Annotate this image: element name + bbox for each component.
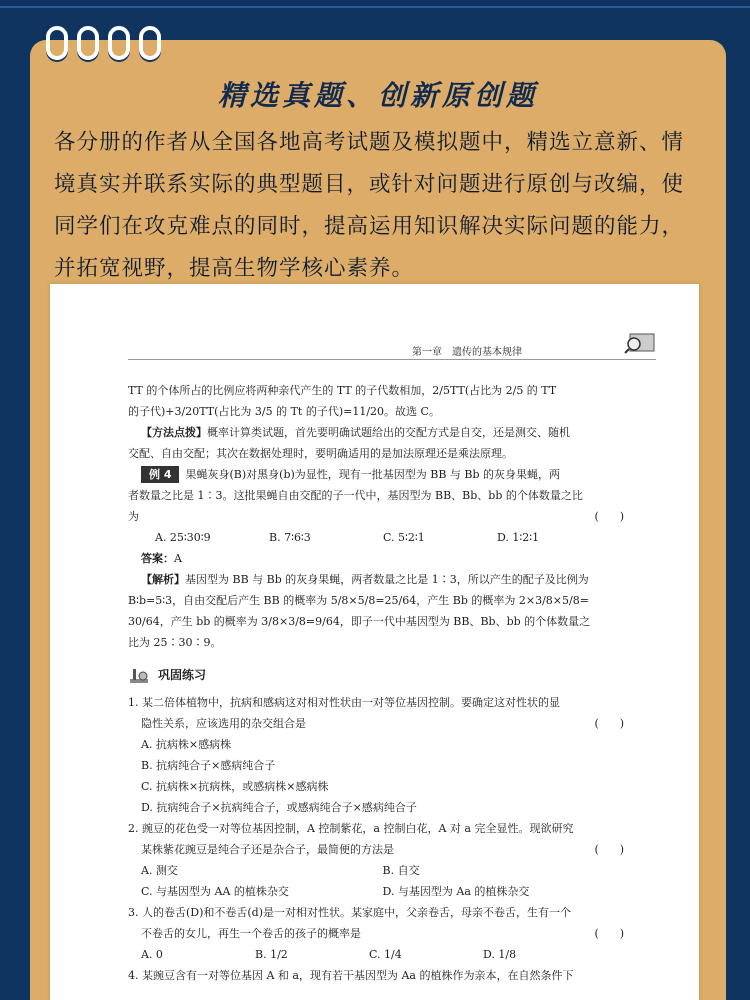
question-2: 2. 豌豆的花色受一对等位基因控制，A 控制紫花，a 控制白花，A 对 a 完全显性。现欲研究 bbox=[128, 822, 574, 835]
top-divider bbox=[0, 6, 750, 8]
ring bbox=[77, 26, 99, 60]
question-4: 4. 某豌豆含有一对等位基因 A 和 a，现有若干基因型为 Aa 的植株作为亲本，在自然条件下 bbox=[128, 969, 574, 982]
option: D. 抗病纯合子×抗病纯合子，或感病纯合子×感病纯合子 bbox=[141, 801, 417, 814]
chapter-title: 遗传的基本规律 bbox=[452, 346, 522, 358]
analysis-text: 30/64，产生 bb 的概率为 3/8×3/8=9/64，即子一代中基因型为 BB、Bb、bb 的个体数量之 bbox=[128, 615, 591, 628]
option: A. 0 bbox=[141, 948, 163, 961]
answer-blank: ( ) bbox=[594, 927, 624, 940]
continued-text: TT 的个体所占的比例应将两种亲代产生的 TT 的子代数相加，2/5TT(占比为 2/5 的 TT bbox=[128, 384, 557, 397]
example-last-line bbox=[128, 506, 624, 527]
tip-text: 概率计算类试题，首先要明确试题给出的交配方式是自交，还是测交、随机 bbox=[207, 426, 570, 439]
lab-equipment-icon bbox=[128, 667, 150, 685]
page-body bbox=[128, 380, 624, 986]
question-1-cont bbox=[128, 713, 624, 734]
option: B. 7∶6∶3 bbox=[269, 531, 311, 544]
option: C. 抗病株×抗病株，或感病株×感病株 bbox=[141, 780, 329, 793]
example-text: 者数量之比是 1∶3。这批果蝇自由交配的子一代中，基因型为 BB、Bb、bb 的个体数量之比 bbox=[128, 489, 583, 502]
answer-blank: ( ) bbox=[594, 843, 624, 856]
example-stem bbox=[128, 464, 624, 485]
option: B. 抗病纯合子×感病纯合子 bbox=[141, 759, 276, 772]
option: C. 与基因型为 AA 的植株杂交 bbox=[141, 885, 289, 898]
section-heading bbox=[128, 665, 624, 686]
question-3-cont bbox=[128, 923, 624, 944]
example-options bbox=[128, 527, 624, 548]
answer-blank: ( ) bbox=[594, 717, 624, 730]
method-tip-cont: 交配、自由交配；其次在数据处理时，要明确适用的是加法原理还是乘法原理。 bbox=[128, 447, 513, 460]
analysis-text: 比为 25∶30∶9。 bbox=[128, 636, 222, 649]
option: A. 25∶30∶9 bbox=[155, 531, 211, 544]
question-2-options bbox=[128, 881, 624, 902]
ring bbox=[46, 26, 68, 60]
magnifier-book-icon bbox=[624, 330, 656, 354]
option: A. 测交 bbox=[141, 864, 178, 877]
continued-text: 的子代)+3/20TT(占比为 3/5 的 Tt 的子代)=11/20。故选 C。 bbox=[128, 405, 440, 418]
answer-line bbox=[128, 548, 624, 569]
question-1: 1. 某二倍体植物中，抗病和感病这对相对性状由一对等位基因控制。要确定这对性状的显 bbox=[128, 696, 560, 709]
intro-paragraph: 各分册的作者从全国各地高考试题及模拟题中，精选立意新、情境真实并联系实际的典型题目，或针对问题进行原创与改编，使同学们在攻克难点的同时，提高运用知识解决实际问题的能力，并拓宽视野，提高生物学核心素养。 bbox=[54, 130, 685, 281]
option: C. 5∶2∶1 bbox=[383, 531, 425, 544]
running-head bbox=[412, 340, 654, 360]
question-text: 不卷舌的女儿，再生一个卷舌的孩子的概率是 bbox=[141, 927, 361, 940]
ring bbox=[108, 26, 130, 60]
option: C. 1/4 bbox=[369, 948, 402, 961]
example-text: 果蝇灰身(B)对黑身(b)为显性，现有一批基因型为 BB 与 Bb 的灰身果蝇，两 bbox=[185, 468, 561, 481]
analysis bbox=[128, 569, 624, 590]
option: B. 自交 bbox=[382, 864, 420, 877]
section-title: 巩固练习 bbox=[158, 668, 207, 682]
analysis-label: 【解析】 bbox=[141, 573, 185, 586]
option: D. 与基因型为 Aa 的植株杂交 bbox=[382, 885, 530, 898]
question-2-options bbox=[128, 860, 624, 881]
option: D. 1/8 bbox=[483, 948, 517, 961]
answer-value: A bbox=[174, 552, 182, 565]
headline: 精选真题、创新原创题 bbox=[217, 79, 538, 112]
option: B. 1/2 bbox=[255, 948, 288, 961]
example-text: 为 bbox=[128, 510, 139, 523]
question-2-cont bbox=[128, 839, 624, 860]
example-tag: 例 4 bbox=[141, 466, 179, 483]
tip-label: 【方法点拨】 bbox=[141, 426, 207, 439]
chapter-number: 第一章 bbox=[412, 346, 442, 358]
question-3: 3. 人的卷舌(D)和不卷舌(d)是一对相对性状。某家庭中，父亲卷舌，母亲不卷舌，生有一个 bbox=[128, 906, 572, 919]
option: D. 1∶2∶1 bbox=[497, 531, 540, 544]
question-text: 隐性关系，应该选用的杂交组合是 bbox=[141, 717, 306, 730]
ring bbox=[139, 26, 161, 60]
answer-blank: ( ) bbox=[594, 510, 624, 523]
analysis-text: B∶b=5∶3，自由交配后产生 BB 的概率为 5/8×5/8=25/64，产生 Bb 的概率为 2×3/8×5/8= bbox=[128, 594, 589, 607]
method-tip bbox=[128, 422, 624, 443]
answer-label: 答案： bbox=[141, 552, 174, 565]
binder-rings-icon bbox=[46, 26, 161, 64]
question-3-options bbox=[128, 944, 624, 965]
question-text: 某株紫花豌豆是纯合子还是杂合子，最简便的方法是 bbox=[141, 843, 394, 856]
analysis-text: 基因型为 BB 与 Bb 的灰身果蝇，两者数量之比是 1∶3，所以产生的配子及比例为 bbox=[185, 573, 589, 586]
option: A. 抗病株×感病株 bbox=[141, 738, 232, 751]
running-rule bbox=[128, 359, 656, 360]
